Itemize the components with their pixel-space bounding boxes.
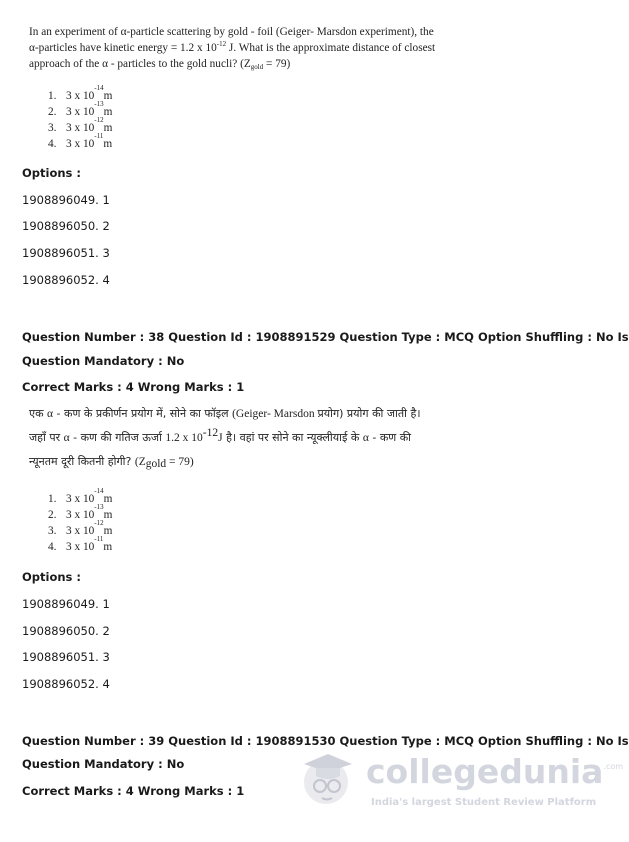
choice-unit: m [103,541,113,553]
choice-num: 3. [48,122,57,134]
q38-hindi-line-2 [29,426,469,450]
watermark-domain: .com [603,762,624,771]
hi-alpha: α [362,432,369,444]
choice-unit: m [103,90,113,102]
q37-line-2-post: J. What is the approximate distance of closest [226,42,436,54]
q39-marks: Correct Marks : 4 Wrong Marks : 1 [22,784,245,798]
q38-option-1[interactable]: 1908896049. 1 [22,597,110,611]
watermark-brand [366,752,623,791]
hi-seg-latin: (Geiger- Marsdon [232,408,318,420]
q38-choice [48,535,113,555]
choice-base: 3 x 10 [66,493,95,505]
choice-base: 3 x 10 [66,90,95,102]
q37-line-1: In an experiment of α-particle scattering by gold - foil (Geiger- Marsdon experiment), the [29,26,434,38]
hi-alpha: α [47,408,54,420]
choice-unit: m [103,493,113,505]
q38-question-text-hindi [29,402,469,474]
choice-exp: -13 [94,100,104,108]
choice-exp: -14 [94,487,104,495]
choice-num: 4. [48,138,57,150]
choice-base: 3 x 10 [66,525,95,537]
choice-exp: -12 [94,519,104,527]
hi-seg-latin: (Z [134,456,146,468]
hi-seg: - कण की [368,431,412,444]
hi-seg: न्यूनतम दूरी कितनी होगी? [29,455,135,468]
q37-choice [48,132,113,152]
choice-unit: m [103,509,113,521]
q39-mandatory: Question Mandatory : No [22,757,185,771]
q37-option-4[interactable]: 1908896052. 4 [22,273,110,287]
q38-option-2[interactable]: 1908896050. 2 [22,624,110,638]
choice-exp: -11 [94,132,104,140]
choice-num: 1. [48,493,57,505]
choice-unit: m [103,138,113,150]
choice-unit: m [103,106,113,118]
hi-seg: प्रयोग) प्रयोग की जाती है। [317,407,421,420]
q38-hindi-line-3 [29,450,469,474]
choice-num: 1. [48,90,57,102]
choice-num: 4. [48,541,57,553]
choice-base: 3 x 10 [66,122,95,134]
choice-exp: -11 [94,535,104,543]
q37-choice-list [48,84,113,152]
hi-alpha: α [63,432,70,444]
choice-exp: -12 [94,116,104,124]
choice-exp: -14 [94,84,104,92]
choice-unit: m [103,122,113,134]
q38-header: Question Number : 38 Question Id : 1908891529 Question Type : MCQ Option Shuffling : No Is [22,330,629,344]
q37-line-2 [29,40,469,56]
choice-unit: m [103,525,113,537]
q37-options-label: Options : [22,166,81,180]
q37-line-3-pre: approach of the α - particles to the gold nucli? (Z [29,58,251,70]
q37-option-2[interactable]: 1908896050. 2 [22,219,110,233]
hi-seg-latin: J [218,432,223,444]
q37-option-1[interactable]: 1908896049. 1 [22,193,110,207]
q37-question-text [29,24,469,72]
hi-seg: है। वहां पर सोने का न्यूक्लीयाई के [222,431,363,444]
q37-line-2-pre: α-particles have kinetic energy = 1.2 x 10 [29,42,217,54]
choice-base: 3 x 10 [66,541,95,553]
q37-line-2-exp: -12 [216,40,227,48]
choice-num: 3. [48,525,57,537]
q38-choice-list [48,487,113,555]
choice-base: 3 x 10 [66,138,95,150]
hi-seg: - कण के प्रकीर्णन प्रयोग में, सोने का फॉइल [53,407,233,420]
graduate-mascot-icon [290,738,360,808]
choice-num: 2. [48,106,57,118]
hi-seg-latin: 1.2 x 10 [165,432,203,444]
q37-line-3-post: = 79) [263,58,291,70]
q37-line-3-sub: gold [250,63,264,71]
q38-option-4[interactable]: 1908896052. 4 [22,677,110,691]
q38-option-3[interactable]: 1908896051. 3 [22,650,110,664]
q39-header: Question Number : 39 Question Id : 1908891530 Question Type : MCQ Option Shuffling : No Is [22,734,629,748]
hi-seg: - कण की गतिज ऊर्जा [69,431,166,444]
q37-option-3[interactable]: 1908896051. 3 [22,246,110,260]
hi-sub: gold [145,458,167,470]
q38-options-label: Options : [22,570,81,584]
choice-base: 3 x 10 [66,106,95,118]
hi-exp: -12 [202,427,219,439]
q38-hindi-line-1 [29,402,469,426]
watermark-name: collegedunia [366,752,604,791]
hi-seg: जहाँ पर [29,431,64,444]
hi-seg: एक [29,407,48,420]
choice-num: 2. [48,509,57,521]
q37-line-3 [29,56,469,72]
choice-exp: -13 [94,503,104,511]
watermark-tagline: India's largest Student Review Platform [371,797,597,808]
q38-mandatory: Question Mandatory : No [22,354,185,368]
q38-marks: Correct Marks : 4 Wrong Marks : 1 [22,380,245,394]
hi-seg-latin: = 79) [166,456,194,468]
choice-base: 3 x 10 [66,509,95,521]
